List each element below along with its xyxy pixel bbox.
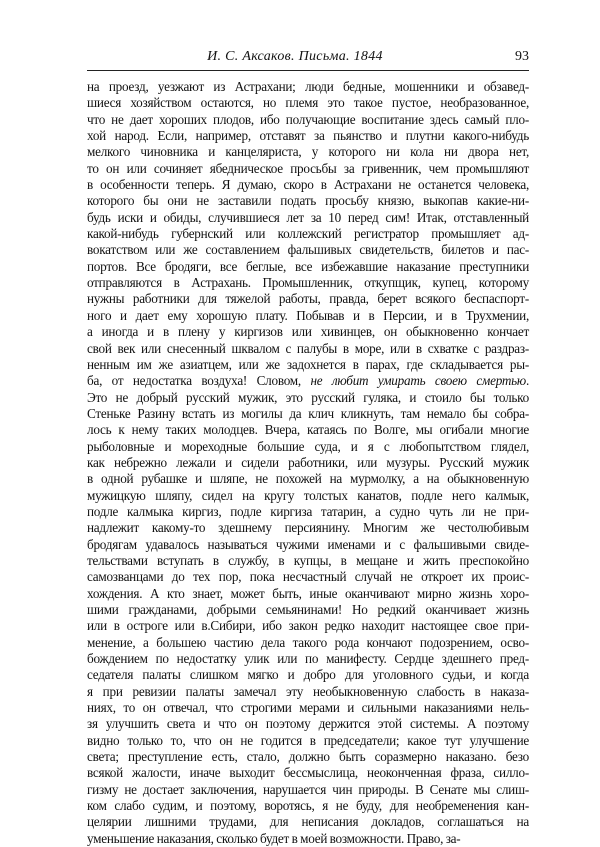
text-segment: Это не добрый русский мужик, это русский гуляка, и стоило бы только [87, 389, 529, 405]
text-segment: в особенности теперь. Я думаю, скоро в Астрахани не останется человека, [87, 177, 529, 193]
text-segment: ба, от недостатка воздуха! Словом, [87, 373, 311, 389]
text-line [87, 144, 529, 160]
text-line [87, 635, 529, 651]
text-line [87, 684, 529, 700]
text-segment: ком слабо судим, и поэтому, воротясь, я не буду, для необременения кан- [87, 798, 529, 814]
text-line [87, 79, 529, 95]
text-segment: ного и дает ему хорошую плату. Побывав и в Персии, и в Трухмении, [87, 307, 529, 323]
running-header [87, 49, 529, 67]
text-segment: бождением по недостатку улик или по манифесту. Сердце здешнего пред- [87, 651, 529, 667]
text-line [87, 520, 529, 536]
text-line [87, 177, 529, 193]
text-line [87, 749, 529, 765]
text-segment: Стеньке Разину встать из могилы да клич кликнуть, там немало бы собра- [87, 405, 529, 421]
text-line [87, 275, 529, 291]
running-title: И. С. Аксаков. Письма. 1844 [207, 49, 383, 64]
text-segment: мужицкую шляпу, сидел на кругу толстых канатов, подле него калмык, [87, 487, 529, 503]
text-segment: тельствами вступать в службу, в купцы, в мещане и жить преспокойно [87, 552, 529, 568]
text-line [87, 373, 529, 389]
text-segment: седателя палаты слишком мягко и добро для уголовного судьи, и когда [87, 667, 529, 683]
text-line [87, 618, 529, 634]
text-segment: менение, а большею частию дела такого рода кончают подозрением, осво- [87, 634, 529, 650]
text-line [87, 406, 529, 422]
text-segment: самозванцами до тех пор, пока несчастный случай не откроет их проис- [87, 569, 529, 585]
page-number: 93 [515, 49, 529, 64]
text-segment: шими гражданами, добрыми семьянинами! Но редкий оканчивает жизнь [87, 602, 529, 617]
text-line [87, 341, 529, 357]
text-line [87, 422, 529, 438]
text-segment: подле калмыка киргиз, подле киргиза татарин, а судно чуть ли не при- [87, 503, 529, 519]
text-line [87, 242, 529, 258]
header-rule [87, 70, 529, 71]
text-line [87, 537, 529, 553]
text-segment: лось к нему таких молодцев. Вчера, катаясь по Волге, мы огибали многие [87, 422, 529, 438]
text-line [87, 291, 529, 307]
text-segment: какой-нибудь губернский или коллежский регистратор промышляет ад- [87, 226, 529, 242]
text-line [87, 831, 529, 847]
text-segment: света; преступление есть, стало, должно быть соразмерно наказано. безо [87, 749, 529, 765]
text-segment: нужны работники для тяжелой работы, правда, берет всякого беспаспорт- [87, 291, 529, 307]
text-line [87, 390, 529, 406]
text-segment: видно только то, что он не годится в председатели; какое тут улучшение [87, 732, 529, 748]
text-segment: шиеся хозяйством остаются, но племя это такое пустое, необразованное, [87, 95, 529, 111]
text-line [87, 210, 529, 226]
text-segment: будь иски и обиды, случившиеся лет за 10 перед сим! Итак, отставленный [87, 209, 529, 225]
text-line [87, 439, 529, 455]
text-segment: отправляются в Астрахань. Промышленник, откупщик, купец, которому [87, 275, 529, 291]
text-segment: хождения. А кто знает, может быть, иные оканчивают мирно жизнь хоро- [87, 585, 529, 601]
text-segment: мелкого чиновника и канцеляриста, у которого ни кола ни двора нет, [87, 144, 529, 160]
text-line [87, 471, 529, 487]
text-line [87, 324, 529, 340]
text-segment: а иногда и в плену у киргизов или хивинцев, он обыкновенно кончает [87, 324, 529, 340]
text-segment: надлежит какому-то здешнему персиянину. Многим же честолюбивым [87, 520, 529, 536]
text-line [87, 259, 529, 275]
text-segment: гизму не достает заключения, нарушается чин природы. В Сенате мы слиш- [87, 781, 529, 797]
text-line [87, 814, 529, 830]
text-line [87, 569, 529, 585]
text-segment: как небрежно лежали и сидели работники, или музуры. Русский мужик [87, 454, 529, 470]
text-segment: или в остроге или в.Сибири, ибо закон редко находит настоящее свое при- [87, 618, 529, 634]
text-segment: уменьшение наказания, сколько будет в моей возможности. Право, за- [87, 830, 461, 846]
text-line [87, 128, 529, 144]
text-line [87, 782, 529, 798]
text-line [87, 226, 529, 242]
text-line [87, 553, 529, 569]
text-line [87, 651, 529, 667]
text-line [87, 504, 529, 520]
text-segment: свой век или снесенный шквалом с палубы в море, или в схватке с раздраз- [87, 340, 529, 356]
text-line [87, 161, 529, 177]
text-line [87, 602, 529, 618]
text-segment: я при ревизии палаты замечал эту необыкновенную слабость в наказа- [87, 683, 529, 699]
text-segment: не любит умирать своею смертью [310, 373, 526, 389]
text-segment: всякой жалости, иначе выходит бессмыслица, неоконченная фраза, силло- [87, 765, 529, 781]
text-line [87, 667, 529, 683]
text-line [87, 716, 529, 732]
text-line [87, 586, 529, 602]
text-segment: на проезд, уезжают из Астрахани; люди бедные, мошенники и обзавед- [87, 79, 529, 94]
text-line [87, 765, 529, 781]
text-line [87, 357, 529, 373]
text-line [87, 798, 529, 814]
text-segment: что не дает хороших плодов, ибо получающие воспитание здесь самый пло- [87, 111, 529, 127]
body-text [87, 79, 529, 847]
text-line [87, 95, 529, 111]
text-line [87, 488, 529, 504]
text-line [87, 193, 529, 209]
text-segment: . [525, 373, 529, 389]
text-line [87, 112, 529, 128]
text-segment: целярии лишними трудами, для неписания докладов, соглашаться на [87, 814, 529, 830]
text-segment: ниях, то он отвечал, что строгими мерами и сильными наказаниями нель- [87, 700, 529, 716]
text-segment: портов. Все бродяги, все беглые, все избежавшие наказание преступники [87, 258, 529, 274]
text-segment: хой народ. Если, например, отставят за пьянство и плутни какого-нибудь [87, 128, 529, 144]
text-segment: ненным им же азиатцем, или же задохнется в парах, где складывается ры- [87, 356, 529, 372]
text-line [87, 455, 529, 471]
text-segment: то он или сочиняет ябедническое просьбы за гривенник, чем промышляют [87, 160, 529, 176]
text-segment: вокатством или же составлением фальшивых свидетельств, билетов и пас- [87, 242, 529, 258]
text-line [87, 308, 529, 324]
text-line [87, 733, 529, 749]
text-segment: которого бы они не заставили подать просьбу князю, выкопав какие-ни- [87, 193, 529, 209]
text-line [87, 700, 529, 716]
text-segment: бродягам удавалось называться чужими именами и с фальшивыми свиде- [87, 536, 529, 552]
text-segment: рыболовные и мореходные большие суда, и я с любопытством глядел, [87, 438, 529, 454]
text-segment: в одной рубашке и шляпе, не похожей на мурмолку, а на обыкновенную [87, 471, 529, 487]
text-segment: зя улучшить света и что он поэтому держится этой системы. А поэтому [87, 716, 529, 732]
